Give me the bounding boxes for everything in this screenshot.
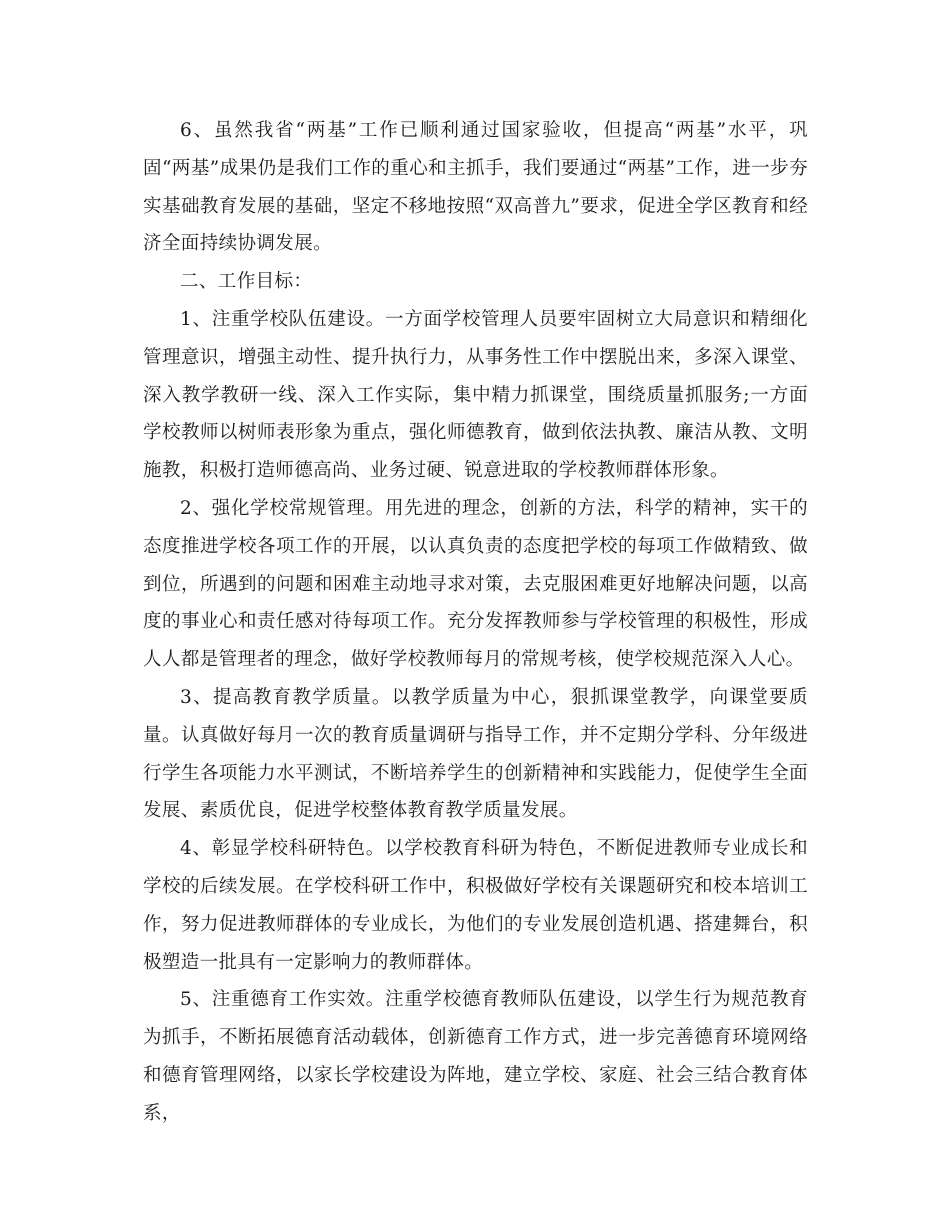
paragraph-6-two-basics: 6、虽然我省“两基”工作已顺利通过国家验收，但提高“两基”水平，巩固“两基”成果仍是我们工作的重心和主抓手，我们要通过“两基”工作，进一步夯实基础教育发展的基础，坚定不移地按照“双高普九”要求，促进全学区教育和经济全面持续协调发展。 (143, 120, 808, 255)
document-body (143, 112, 808, 1133)
paragraph-goal-4-research-features: 4、彰显学校科研特色。以学校教育科研为特色，不断促进教师专业成长和学校的后续发展。在学校科研工作中，积极做好学校有关课题研究和校本培训工作，努力促进教师群体的专业成长，为他们的专业发展创造机遇、搭建舞台，积极塑造一批具有一定影响力的教师群体。 (143, 838, 808, 973)
paragraph-goal-3-teaching-quality: 3、提高教育教学质量。以教学质量为中心，狠抓课堂教学，向课堂要质量。认真做好每月一次的教育质量调研与指导工作，并不定期分学科、分年级进行学生各项能力水平测试，不断培养学生的创新精神和实践能力，促使学生全面发展、素质优良，促进学校整体教育教学质量发展。 (143, 686, 808, 822)
paragraph-goal-1-team-building: 1、注重学校队伍建设。一方面学校管理人员要牢固树立大局意识和精细化管理意识，增强主动性、提升执行力，从事务性工作中摆脱出来，多深入课堂、深入教学教研一线、深入工作实际，集中精力抓课堂，围绕质量抓服务;一方面学校教师以树师表形象为重点，强化师德教育，做到依法执教、廉洁从教、文明施教，积极打造师德高尚、业务过硬、锐意进取的学校教师群体形象。 (143, 308, 808, 482)
paragraph-goal-2-routine-management: 2、强化学校常规管理。用先进的理念，创新的方法，科学的精神，实干的态度推进学校各项工作的开展，以认真负责的态度把学校的每项工作做精致、做到位，所遇到的问题和困难主动地寻求对策，去克服困难更好地解决问题，以高度的事业心和责任感对待每项工作。充分发挥教师参与学校管理的积极性，形成人人都是管理者的理念，做好学校教师每月的常规考核，使学校规范深入人心。 (143, 497, 808, 671)
heading-work-goals: 二、工作目标： (180, 271, 313, 293)
paragraph-goal-5-moral-education: 5、注重德育工作实效。注重学校德育教师队伍建设，以学生行为规范教育为抓手，不断拓展德育活动载体，创新德育工作方式，进一步完善德育环境网络和德育管理网络，以家长学校建设为阵地，建立学校、家庭、社会三结合教育体系， (143, 989, 808, 1124)
